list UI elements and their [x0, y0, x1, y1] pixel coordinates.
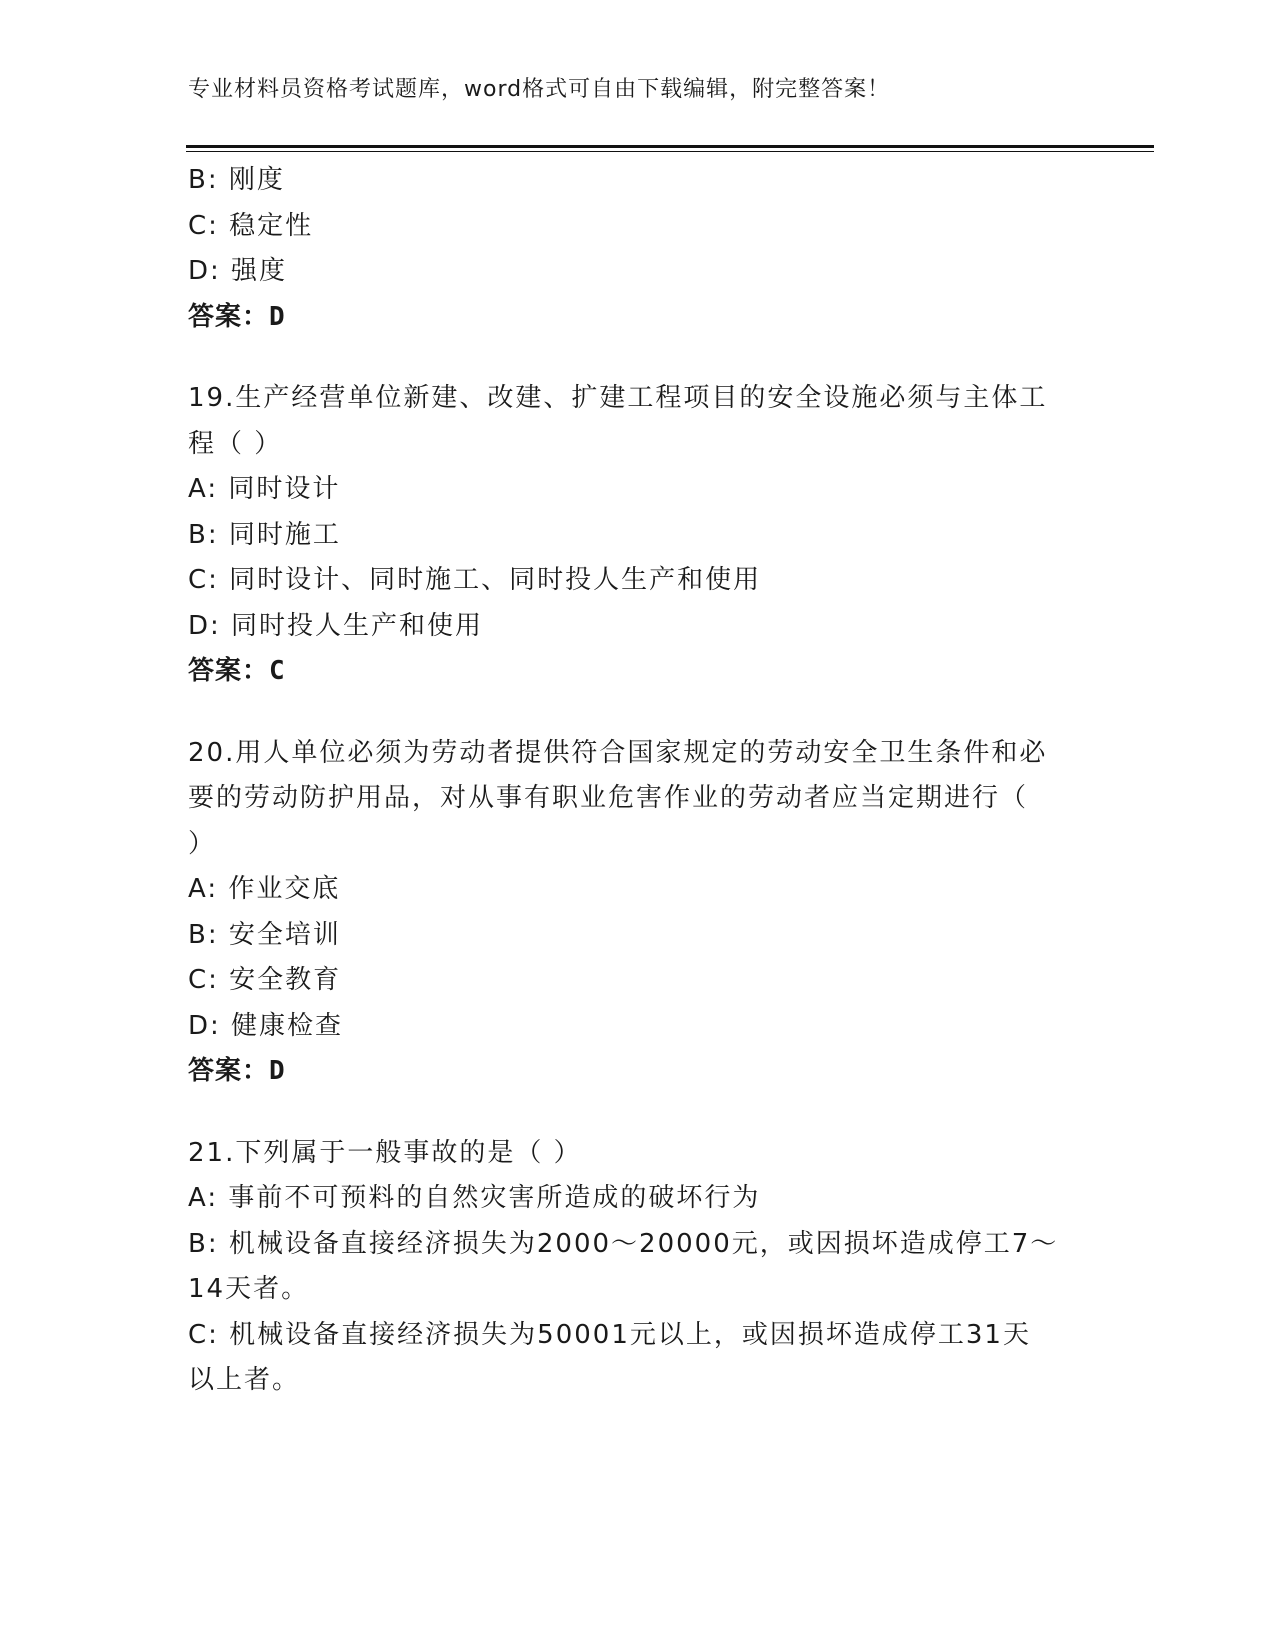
- question-stem-line: 20.用人单位必须为劳动者提供符合国家规定的劳动安全卫生条件和必: [188, 737, 1048, 768]
- page-header: 专业材料员资格考试题库，word格式可自由下载编辑，附完整答案！: [188, 77, 891, 102]
- option-b: B: 机械设备直接经济损失为2000～20000元，或因损坏造成停工7～: [188, 1228, 1059, 1259]
- answer-line: [188, 295, 1088, 341]
- option-a: A: 同时设计: [188, 474, 341, 504]
- answer-value: D: [269, 1056, 286, 1086]
- answer-value: D: [269, 301, 286, 332]
- answer-line: [188, 1049, 1088, 1095]
- question-stem-line: ）: [188, 828, 217, 859]
- option-b-continued: 14天者。: [188, 1274, 310, 1304]
- question-stem-line: 要的劳动防护用品，对从事有职业危害作业的劳动者应当定期进行（: [188, 783, 1029, 813]
- option-c: C: 稳定性: [188, 210, 314, 241]
- answer-value: C: [269, 656, 286, 686]
- answer-label: 答案：: [188, 656, 270, 686]
- question-stem-line: 程（ ）: [188, 428, 283, 459]
- option-b: B: 安全培训: [188, 919, 341, 950]
- question-20: [188, 731, 1088, 1095]
- header-rule-thin: [186, 151, 1154, 152]
- answer-label: 答案：: [188, 1056, 270, 1086]
- option-c: C: 机械设备直接经济损失为50001元以上，或因损坏造成停工31天: [188, 1319, 1031, 1350]
- question-stem-line: 21.下列属于一般事故的是（ ）: [188, 1137, 582, 1168]
- option-c: C: 同时设计、同时施工、同时投人生产和使用: [188, 565, 762, 595]
- question-content: [188, 158, 1088, 1404]
- option-a: A: 作业交底: [188, 874, 341, 904]
- header-rule-thick: [186, 145, 1154, 148]
- option-b: B: 刚度: [188, 165, 285, 195]
- option-a: A: 事前不可预料的自然灾害所造成的破坏行为: [188, 1183, 761, 1213]
- question-19: [188, 376, 1088, 695]
- answer-label: 答案：: [188, 301, 270, 332]
- option-c: C: 安全教育: [188, 965, 342, 995]
- option-d: D: 强度: [188, 256, 288, 286]
- question-stem-line: 19.生产经营单位新建、改建、扩建工程项目的安全设施必须与主体工: [188, 383, 1048, 413]
- option-d: D: 同时投人生产和使用: [188, 610, 484, 641]
- option-d: D: 健康检查: [188, 1010, 344, 1041]
- prev-question-block: [188, 158, 1088, 340]
- answer-line: [188, 649, 1088, 695]
- question-21: [188, 1131, 1088, 1404]
- option-c-continued: 以上者。: [188, 1365, 301, 1395]
- option-b: B: 同时施工: [188, 519, 341, 550]
